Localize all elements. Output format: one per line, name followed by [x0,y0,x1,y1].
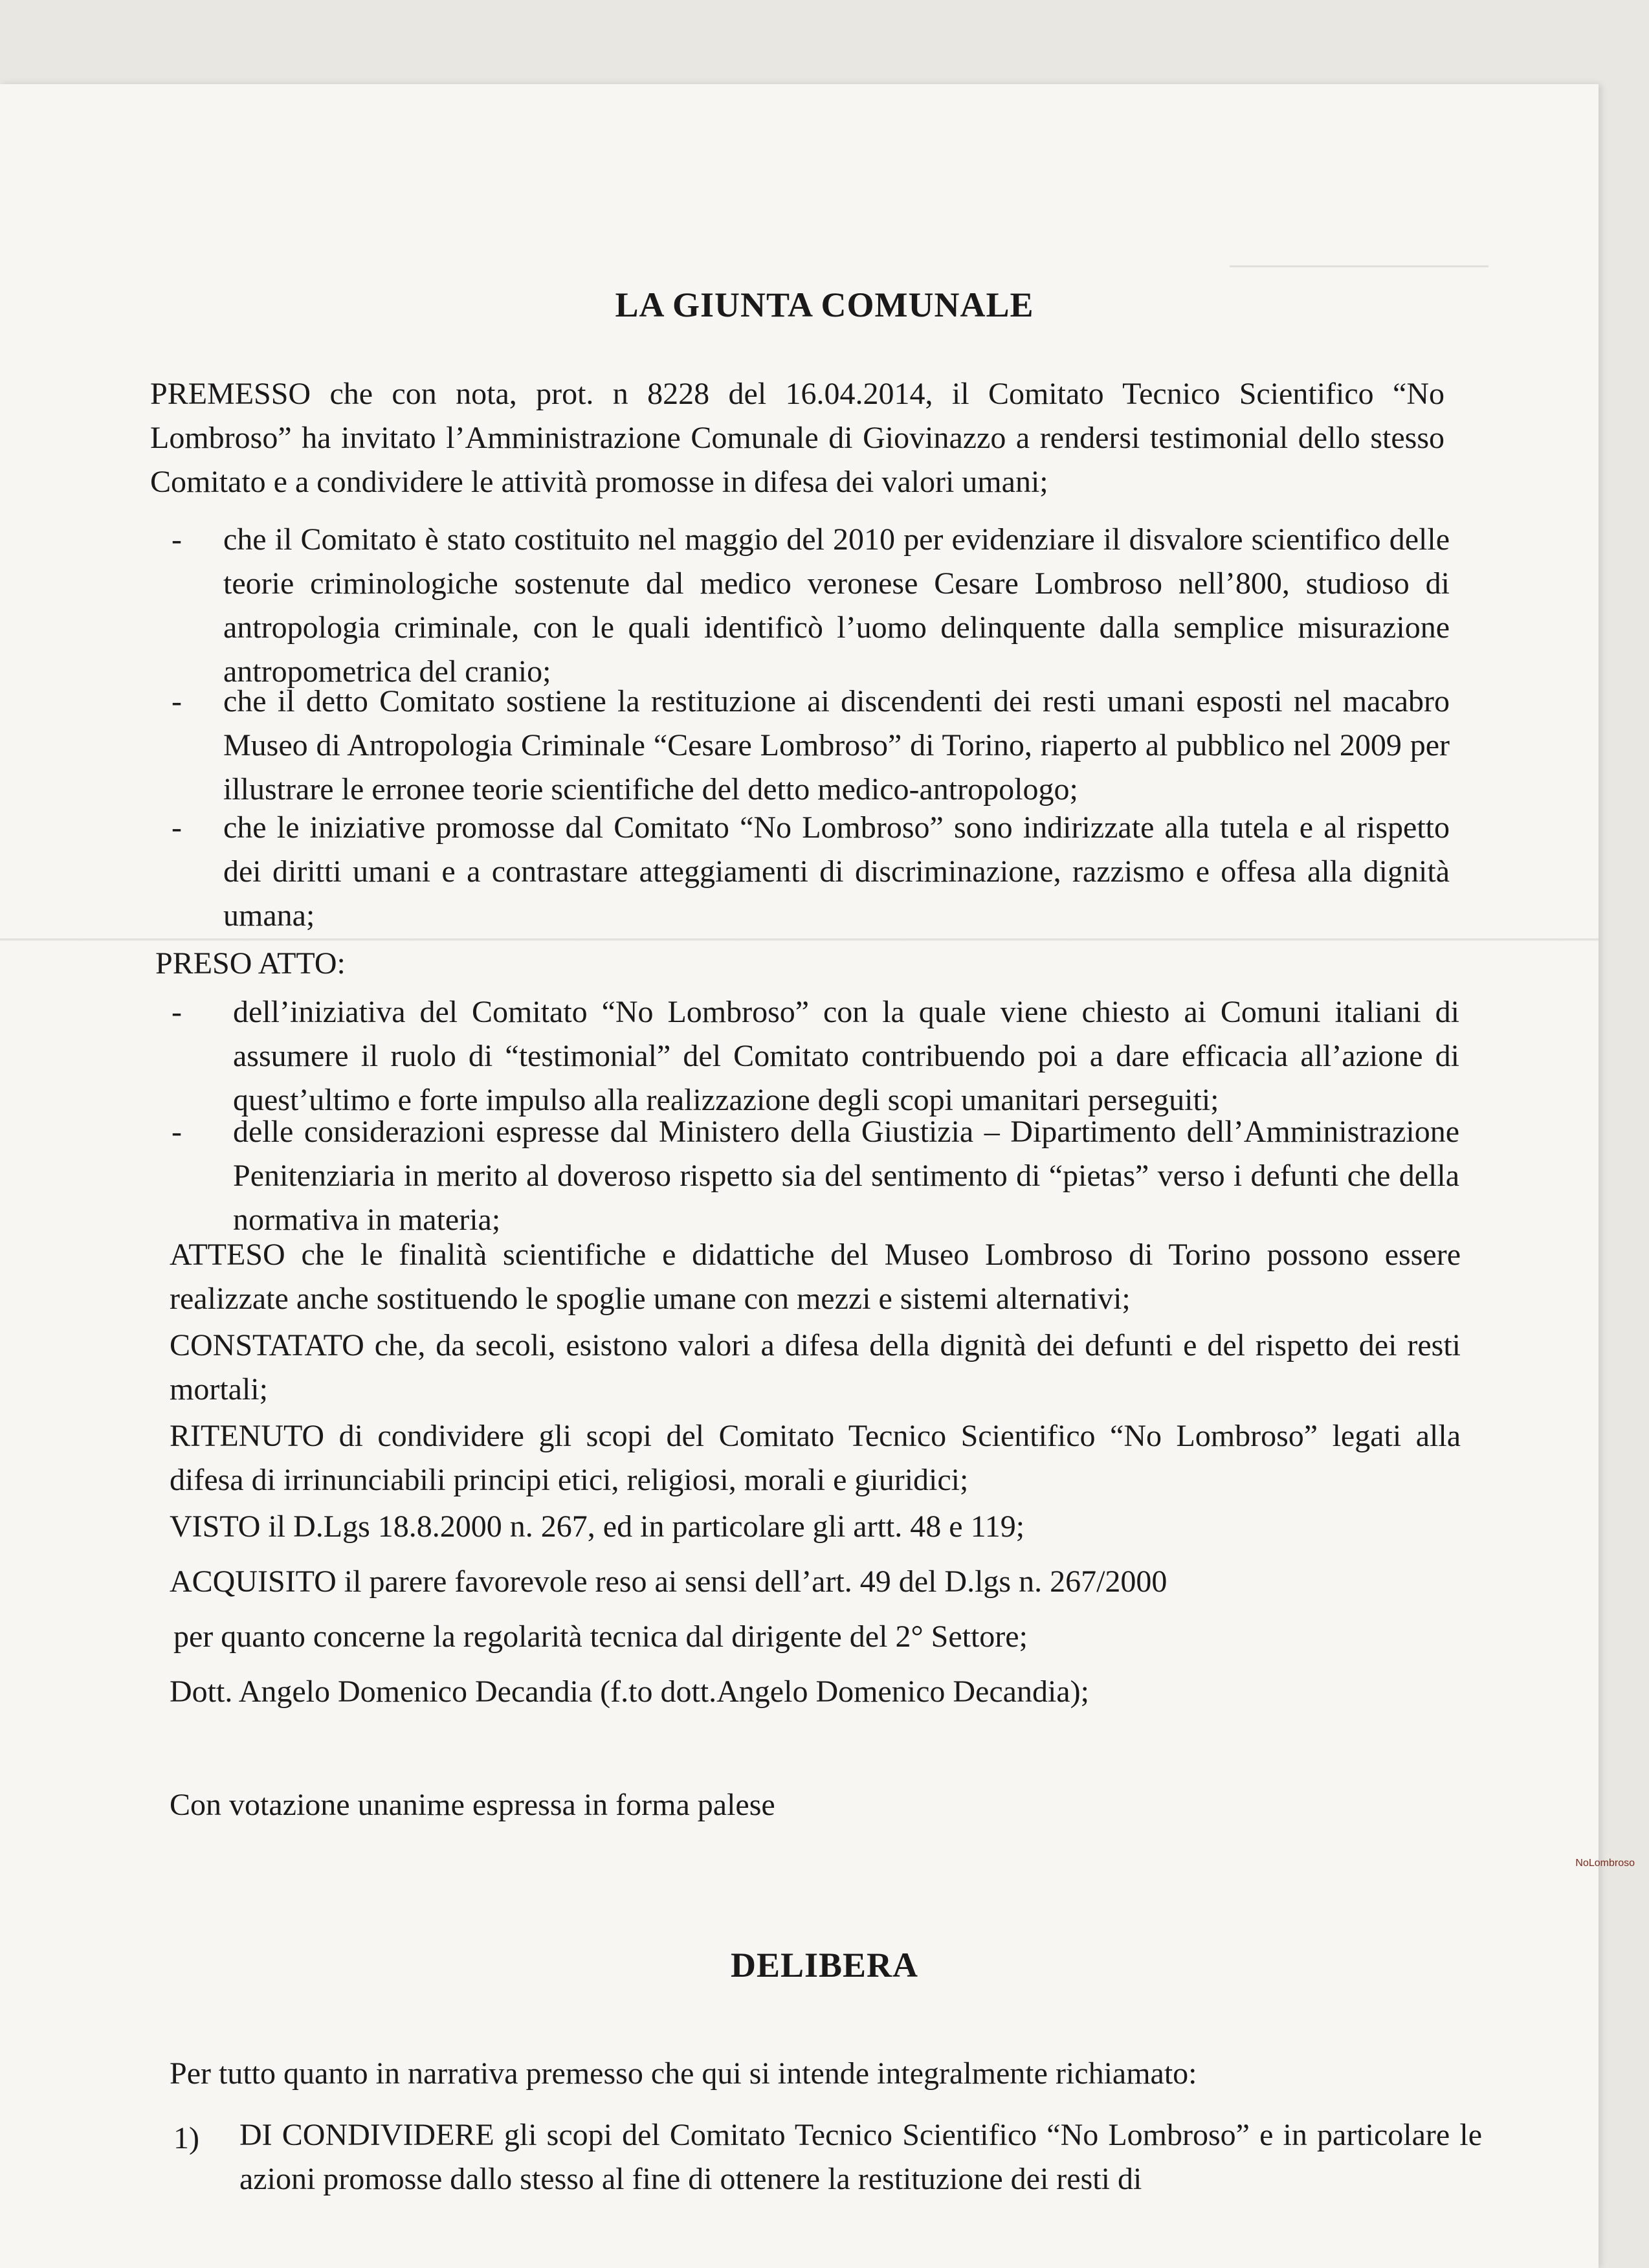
premesso-item-text: che il Comitato è stato costituito nel maggio del 2010 per evidenziare il disvalore scientifico delle teorie criminologiche sostenute dal medico veronese Cesare Lombroso nell’800, studioso di antropologia criminale, con le quali identificò l’uomo delinquente dalla semplice misurazione antropometrica del cranio; [223,522,1450,689]
preso-atto-heading: PRESO ATTO: [155,946,346,981]
delibera-heading: DELIBERA [730,1946,919,1984]
preso-item-text: dell’iniziativa del Comitato “No Lombroso” con la quale viene chiesto ai Comuni italiani di assumere il ruolo di “testimonial” del Comitato contribuendo poi a dare efficacia all’azione di quest’ultimo e forte impulso alla realizzazione degli scopi umanitari perseguiti; [233,995,1459,1117]
premesso-paragraph: PREMESSO che con nota, prot. n 8228 del 16.04.2014, il Comitato Tecnico Scientifico “No Lombroso” ha invitato l’Amministrazione Comunale di Giovinazzo a rendersi testimonial dello stesso Comitato e a condividere le attività promosse in difesa dei valori umani; [150,377,1444,499]
item-number: 1) [173,2121,199,2155]
per-tutto-line: Per tutto quanto in narrativa premesso che qui si intende integralmente richiamato: [170,2056,1197,2091]
bullet-dash: - [172,810,182,845]
premesso-item-2 [172,680,1450,806]
premesso-item-3 [172,806,1450,933]
bullet-dash: - [172,1115,182,1149]
visto-line: VISTO il D.Lgs 18.8.2000 n. 267, ed in particolare gli artt. 48 e 119; [170,1509,1025,1544]
premesso-item-text: che le iniziative promosse dal Comitato “No Lombroso” sono indirizzate alla tutela e al rispetto dei diritti umani e a contrastare atteggiamenti di discriminazione, razzismo e offesa alla dignità umana; [223,810,1450,933]
preso-item-2 [172,1110,1459,1237]
bullet-dash: - [172,684,182,718]
preso-item-text: delle considerazioni espresse dal Ministero della Giustizia – Dipartimento dell’Amministrazione Penitenziaria in merito al doveroso rispetto sia del sentimento di “pietas” verso i defunti che della normativa in materia; [233,1115,1459,1237]
constatato-paragraph: CONSTATATO che, da secoli, esistono valori a difesa della dignità dei defunti e del rispetto dei resti mortali; [170,1328,1461,1406]
page-fold [0,939,1599,941]
ritenuto-paragraph: RITENUTO di condividere gli scopi del Comitato Tecnico Scientifico “No Lombroso” legati alla difesa di irrinunciabili principi etici, religiosi, morali e giuridici; [170,1419,1461,1497]
votazione-line: Con votazione unanime espressa in forma palese [170,1788,775,1822]
dott-line: Dott. Angelo Domenico Decandia (f.to dott.Angelo Domenico Decandia); [170,1674,1089,1709]
acquisito-line: ACQUISITO il parere favorevole reso ai sensi dell’art. 49 del D.lgs n. 267/2000 [170,1564,1168,1599]
bullet-dash: - [172,995,182,1029]
atteso-paragraph: ATTESO che le finalità scientifiche e didattiche del Museo Lombroso di Torino possono essere realizzate anche sostituendo le spoglie umane con mezzi e sistemi alternativi; [170,1238,1461,1316]
preso-item-1 [172,990,1459,1117]
per-quanto-line: per quanto concerne la regolarità tecnica dal dirigente del 2° Settore; [173,1619,1028,1654]
premesso-item-text: che il detto Comitato sostiene la restituzione ai discendenti dei resti umani esposti nel macabro Museo di Antropologia Criminale “Cesare Lombroso” di Torino, riaperto al pubblico nel 2009 per illustrare le erronee teorie scientifiche del detto medico-antropologo; [223,684,1450,806]
premesso-item-1 [172,518,1450,689]
bullet-dash: - [172,522,182,557]
delibera-item-1: DI CONDIVIDERE gli scopi del Comitato Tecnico Scientifico “No Lombroso” e in particolare le azioni promosse dallo stesso al fine di ottenere la restituzione dei resti di [239,2118,1482,2196]
watermark-logo: NoLombroso [1575,1858,1635,1869]
bleed-through [1230,239,1489,267]
page-heading: LA GIUNTA COMUNALE [615,285,1034,324]
